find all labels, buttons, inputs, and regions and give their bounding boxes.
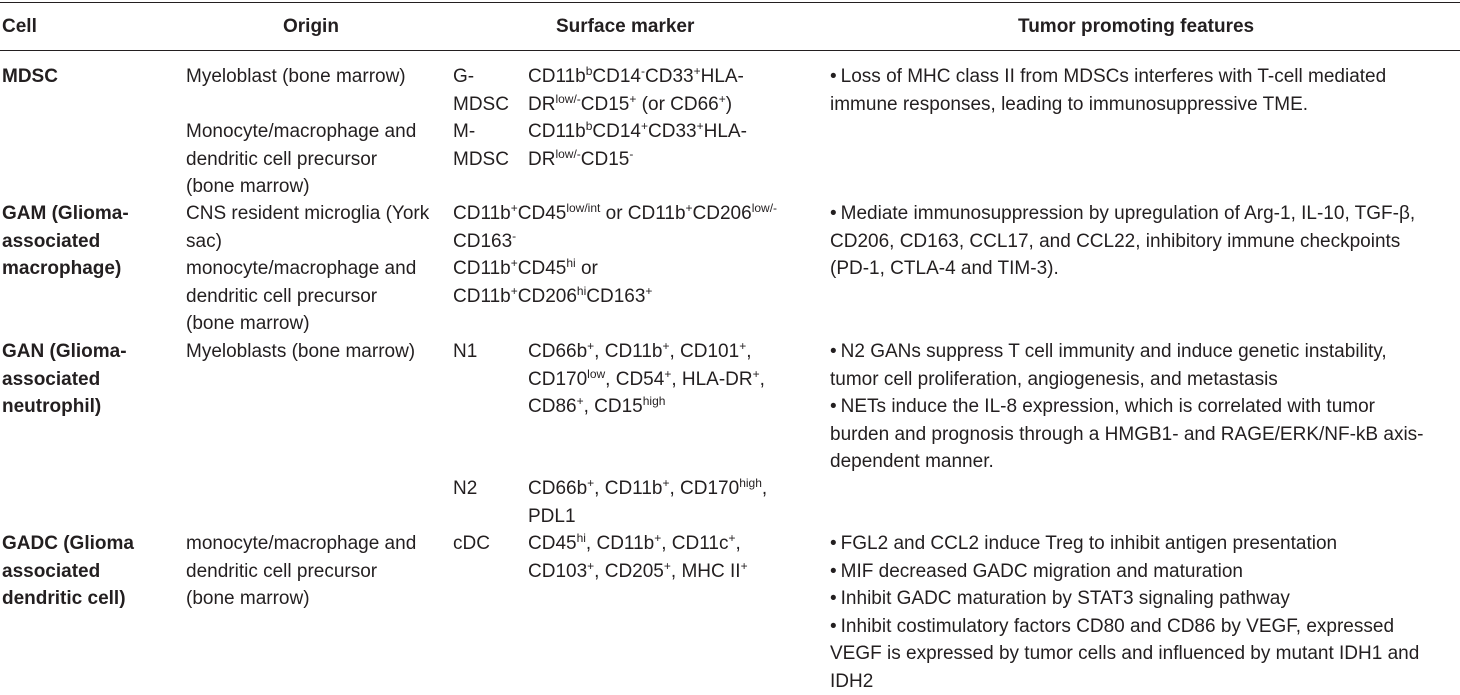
cell-gan: GAN (Glioma- associated neutrophil) (2, 341, 127, 417)
origin-gadc: monocyte/macrophage and dendritic cell precursor (bone marrow) (186, 533, 417, 609)
subtype-cdc: cDC (453, 533, 490, 554)
subtype-n1: N1 (453, 341, 478, 362)
header-surface-marker: Surface marker (556, 16, 695, 37)
header-origin: Origin (283, 16, 339, 37)
origin-gam-2: monocyte/macrophage and dendritic cell precursor (bone marrow) (186, 258, 417, 334)
marker-cdc: $CD45^{hi}$, CD11b+, CD11c+, CD103+, CD205+, MHC II+ (528, 531, 748, 582)
table-top-rule (0, 2, 1460, 3)
cell-mdsc: MDSC (2, 66, 58, 87)
origin-mdsc-1: Myeloblast (bone marrow) (186, 66, 406, 87)
marker-m-mdsc: $CD11b^bCD14^+CD33^+HLA-$ $DR^{low/-}CD15^-$ (528, 119, 747, 170)
subtype-g-mdsc: G- MDSC (453, 66, 509, 115)
origin-mdsc-2: Monocyte/macrophage and dendritic cell precursor (bone marrow) (186, 121, 417, 197)
marker-g-mdsc: $CD11b^bCD14^-CD33^+HLA-$ $DR^{low/-}CD15^+$ (or CD66+) (528, 64, 744, 115)
marker-n1: CD66b+, CD11b+, CD101+, $CD170^{low}$, CD54+, HLA-DR+, CD86+, $CD15^{high}$ (528, 339, 765, 417)
origin-gan: Myeloblasts (bone marrow) (186, 341, 416, 362)
marker-n2: CD66b+, CD11b+, $CD170^{high}$, PDL1 (528, 476, 768, 527)
header-rule (0, 50, 1460, 51)
features-mdsc: • Loss of MHC class II from MDSCs interferes with T-cell mediated immune responses, leading to immunosuppressive TME. (830, 66, 1387, 115)
features-gan: • N2 GANs suppress T cell immunity and induce genetic instability, tumor cell proliferation, angiogenesis, and metastasis • NETs induce the IL-8 expression, which is correlated with tumor burden and prognosis through a HMGB1- and RAGE/ERK/NF-kB axis- dependent manner. (830, 341, 1424, 472)
cell-gam: GAM (Glioma- associated macrophage) (2, 203, 129, 279)
header-cell: Cell (2, 16, 37, 37)
origin-gam-1: CNS resident microglia (York sac) (186, 203, 430, 252)
header-features: Tumor promoting features (1018, 16, 1255, 37)
subtype-m-mdsc: M- MDSC (453, 121, 509, 170)
marker-gam-2: $CD11b^+CD45^{hi}$ or $CD11b^+CD206^{hi}CD163^+$ (453, 256, 653, 307)
subtype-n2: N2 (453, 478, 478, 499)
features-gam: • Mediate immunosuppression by upregulation of Arg-1, IL-10, TGF-β, CD206, CD163, CCL17, and CCL22, inhibitory immune checkpoints (PD-1, CTLA-4 and TIM-3). (830, 203, 1416, 279)
features-gadc: • FGL2 and CCL2 induce Treg to inhibit antigen presentation • MIF decreased GADC migration and maturation • Inhibit GADC maturation by STAT3 signaling pathway • Inhibit costimulatory factors CD80 and CD86 by VEGF, expressed VEGF is expressed by tumor cells and influenced by mutant IDH1 and IDH2 (830, 533, 1420, 692)
marker-gam-1: $CD11b^+CD45^{low/int}$ or $CD11b^+CD206^{low/-}$ CD163- (453, 201, 778, 252)
cell-gadc: GADC (Glioma associated dendritic cell) (2, 533, 134, 609)
